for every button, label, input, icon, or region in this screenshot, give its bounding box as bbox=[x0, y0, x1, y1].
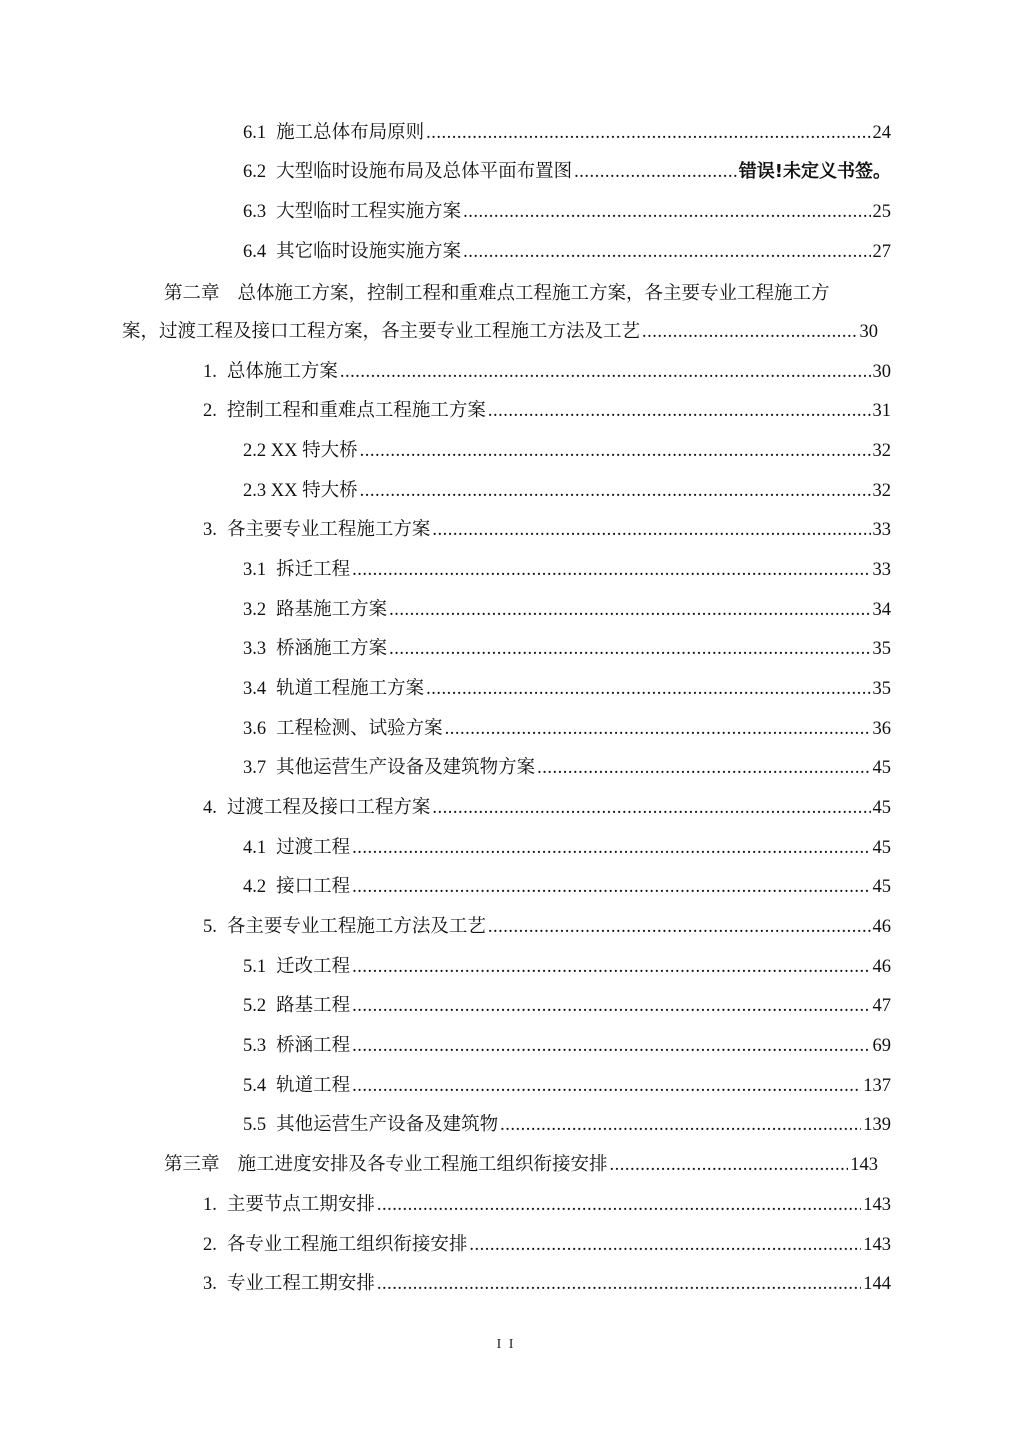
toc-entry-page: 69 bbox=[872, 1036, 891, 1056]
dot-leader bbox=[352, 955, 870, 979]
toc-entry-title: 其它临时设施实施方案 bbox=[276, 242, 462, 262]
toc-entry-6-1[interactable] bbox=[243, 121, 891, 145]
toc-entry-page: 30 bbox=[872, 362, 891, 382]
toc-entry-number: 6.1 bbox=[243, 123, 267, 143]
toc-entry-5-3[interactable] bbox=[243, 1034, 891, 1058]
dot-leader bbox=[488, 915, 871, 939]
dot-leader bbox=[488, 399, 871, 423]
toc-entry-3-2-coordination[interactable] bbox=[203, 1233, 891, 1257]
toc-entry-number: 3.4 bbox=[243, 679, 267, 699]
dot-leader bbox=[360, 479, 871, 503]
toc-entry-page: 46 bbox=[872, 957, 891, 977]
toc-entry-page: 32 bbox=[872, 481, 891, 501]
toc-entry-title: 各专业工程施工组织衔接安排 bbox=[226, 1235, 468, 1255]
toc-entry-page: 45 bbox=[872, 877, 891, 897]
dot-leader bbox=[574, 160, 737, 184]
dot-leader bbox=[352, 994, 870, 1018]
toc-entry-title: 施工总体布局原则 bbox=[276, 123, 425, 143]
toc-entry-number: 3.3 bbox=[243, 639, 267, 659]
toc-entry-page: 33 bbox=[872, 520, 891, 540]
dot-leader bbox=[389, 598, 870, 622]
dot-leader bbox=[352, 558, 870, 582]
toc-entry-3-4[interactable] bbox=[243, 677, 891, 701]
toc-entry-5-1[interactable] bbox=[243, 955, 891, 979]
toc-entry-number: 3. bbox=[203, 520, 217, 540]
toc-entry-5-2[interactable] bbox=[243, 994, 891, 1018]
toc-entry-title: 控制工程和重难点工程施工方案 bbox=[226, 401, 486, 421]
toc-entry-number: 3.2 bbox=[243, 600, 267, 620]
toc-entry-number: 5. bbox=[203, 917, 217, 937]
toc-entry-title: 桥涵施工方案 bbox=[276, 639, 388, 659]
toc-entry-page: 32 bbox=[872, 441, 891, 461]
toc-entry-number: 3. bbox=[203, 1274, 217, 1294]
toc-entry-5-4[interactable] bbox=[243, 1074, 891, 1098]
toc-entry-number: 3.7 bbox=[243, 758, 267, 778]
toc-entry-2-3-bridge[interactable] bbox=[243, 479, 891, 503]
toc-entry-page: 24 bbox=[872, 123, 891, 143]
toc-entry-error-text: 错误!未定义书签。 bbox=[738, 161, 891, 182]
toc-entry-2-2[interactable] bbox=[203, 399, 891, 423]
toc-entry-6-3[interactable] bbox=[243, 200, 891, 224]
toc-entry-title: 接口工程 bbox=[276, 877, 351, 897]
toc-entry-page: 25 bbox=[872, 202, 891, 222]
dot-leader bbox=[610, 1153, 849, 1177]
dot-leader bbox=[432, 518, 870, 542]
dot-leader bbox=[352, 1034, 870, 1058]
toc-entry-3-7[interactable] bbox=[243, 756, 891, 780]
toc-entry-3-1[interactable] bbox=[243, 558, 891, 582]
toc-entry-number: 5.2 bbox=[243, 996, 267, 1016]
toc-entry-title: 桥涵工程 bbox=[276, 1036, 351, 1056]
toc-entry-title: 2.2 XX 特大桥 bbox=[243, 441, 358, 461]
toc-chapter-title: 施工进度安排及各专业工程施工组织衔接安排 bbox=[237, 1155, 608, 1175]
dot-leader bbox=[377, 1193, 861, 1217]
toc-entry-page: 36 bbox=[872, 719, 891, 739]
toc-entry-number: 3.6 bbox=[243, 719, 267, 739]
toc-entry-title: 过渡工程 bbox=[276, 838, 351, 858]
toc-entry-number: 2. bbox=[203, 401, 217, 421]
dot-leader bbox=[360, 439, 871, 463]
dot-leader bbox=[377, 1272, 861, 1296]
toc-entry-title: 2.3 XX 特大桥 bbox=[243, 481, 358, 501]
toc-entry-page: 143 bbox=[850, 1155, 878, 1175]
toc-entry-page: 45 bbox=[872, 838, 891, 858]
toc-entry-title: 专业工程工期安排 bbox=[226, 1274, 375, 1294]
toc-entry-6-2[interactable] bbox=[243, 160, 891, 184]
toc-entry-page: 47 bbox=[872, 996, 891, 1016]
toc-entry-6-4[interactable] bbox=[243, 240, 891, 264]
toc-entry-title: 轨道工程施工方案 bbox=[276, 679, 425, 699]
toc-entry-3-6[interactable] bbox=[243, 717, 891, 741]
dot-leader bbox=[426, 121, 870, 145]
toc-entry-number: 5.5 bbox=[243, 1115, 267, 1135]
toc-entry-page: 143 bbox=[863, 1195, 891, 1215]
toc-entry-page: 45 bbox=[872, 798, 891, 818]
toc-entry-2-4[interactable] bbox=[203, 796, 891, 820]
toc-entry-page: 137 bbox=[863, 1076, 891, 1096]
toc-entry-title: 路基工程 bbox=[276, 996, 351, 1016]
toc-entry-number: 1. bbox=[203, 362, 217, 382]
toc-entry-page: 46 bbox=[872, 917, 891, 937]
toc-entry-page: 31 bbox=[872, 401, 891, 421]
toc-entry-title: 迁改工程 bbox=[276, 957, 351, 977]
dot-leader bbox=[463, 240, 870, 264]
toc-entry-5-5[interactable] bbox=[243, 1113, 891, 1137]
toc-entry-page: 34 bbox=[872, 600, 891, 620]
toc-entry-title: 各主要专业工程施工方案 bbox=[226, 520, 431, 540]
toc-entry-2-5[interactable] bbox=[203, 915, 891, 939]
dot-leader bbox=[500, 1113, 861, 1137]
toc-entry-title: 各主要专业工程施工方法及工艺 bbox=[226, 917, 486, 937]
toc-entry-number: 5.1 bbox=[243, 957, 267, 977]
toc-chapter-title-continued: 案，过渡工程及接口工程方案，各主要专业工程施工方法及工艺 bbox=[122, 322, 641, 342]
toc-entry-title: 主要节点工期安排 bbox=[226, 1195, 375, 1215]
toc-entry-4-1[interactable] bbox=[243, 836, 891, 860]
dot-leader bbox=[426, 677, 870, 701]
toc-entry-page: 144 bbox=[863, 1274, 891, 1294]
dot-leader bbox=[469, 1233, 861, 1257]
toc-entry-number: 5.3 bbox=[243, 1036, 267, 1056]
dot-leader bbox=[642, 320, 857, 344]
toc-chapter-number: 第三章 bbox=[164, 1155, 220, 1175]
dot-leader bbox=[463, 200, 870, 224]
toc-entry-2-1[interactable] bbox=[203, 360, 891, 384]
toc-entry-2-2-bridge[interactable] bbox=[243, 439, 891, 463]
toc-entry-page: 143 bbox=[863, 1235, 891, 1255]
toc-entry-3-3-duration[interactable] bbox=[203, 1272, 891, 1296]
toc-entry-page: 33 bbox=[872, 560, 891, 580]
toc-entry-page: 27 bbox=[872, 242, 891, 262]
page-number-footer: I I bbox=[496, 1337, 516, 1352]
toc-entry-title: 总体施工方案 bbox=[226, 362, 338, 382]
dot-leader bbox=[352, 875, 870, 899]
toc-entry-4-2[interactable] bbox=[243, 875, 891, 899]
toc-entry-number: 4. bbox=[203, 798, 217, 818]
toc-entry-title: 其他运营生产设备及建筑物 bbox=[276, 1115, 499, 1135]
toc-entry-number: 6.2 bbox=[243, 162, 267, 182]
toc-chapter-number: 第二章 bbox=[164, 284, 220, 304]
toc-entry-page: 30 bbox=[859, 322, 878, 342]
toc-entry-number: 2. bbox=[203, 1235, 217, 1255]
dot-leader bbox=[340, 360, 871, 384]
toc-entry-title: 大型临时工程实施方案 bbox=[276, 202, 462, 222]
dot-leader bbox=[432, 796, 870, 820]
dot-leader bbox=[537, 756, 870, 780]
toc-chapter-2-line1[interactable] bbox=[164, 282, 830, 306]
toc-entry-page: 139 bbox=[863, 1115, 891, 1135]
toc-chapter-2-line2[interactable] bbox=[122, 320, 878, 344]
toc-entry-3-1-schedule[interactable] bbox=[203, 1193, 891, 1217]
toc-chapter-title: 总体施工方案，控制工程和重难点工程施工方案，各主要专业工程施工方 bbox=[237, 284, 830, 304]
toc-entry-title: 其他运营生产设备及建筑物方案 bbox=[276, 758, 536, 778]
toc-entry-title: 轨道工程 bbox=[276, 1076, 351, 1096]
toc-chapter-3[interactable] bbox=[164, 1153, 878, 1177]
toc-entry-title: 大型临时设施布局及总体平面布置图 bbox=[276, 162, 573, 182]
dot-leader bbox=[352, 836, 870, 860]
toc-entry-page: 45 bbox=[872, 758, 891, 778]
toc-entry-number: 4.2 bbox=[243, 877, 267, 897]
dot-leader bbox=[445, 717, 871, 741]
dot-leader bbox=[352, 1074, 861, 1098]
toc-entry-title: 拆迁工程 bbox=[276, 560, 351, 580]
toc-entry-number: 1. bbox=[203, 1195, 217, 1215]
toc-entry-title: 过渡工程及接口工程方案 bbox=[226, 798, 431, 818]
toc-entry-2-3[interactable] bbox=[203, 518, 891, 542]
dot-leader bbox=[389, 637, 870, 661]
toc-entry-number: 6.3 bbox=[243, 202, 267, 222]
toc-entry-page: 35 bbox=[872, 639, 891, 659]
toc-entry-number: 6.4 bbox=[243, 242, 267, 262]
toc-entry-number: 5.4 bbox=[243, 1076, 267, 1096]
toc-entry-title: 路基施工方案 bbox=[276, 600, 388, 620]
toc-entry-page: 35 bbox=[872, 679, 891, 699]
toc-entry-number: 3.1 bbox=[243, 560, 267, 580]
toc-entry-3-2[interactable] bbox=[243, 598, 891, 622]
toc-entry-number: 4.1 bbox=[243, 838, 267, 858]
toc-entry-title: 工程检测、试验方案 bbox=[276, 719, 443, 739]
toc-entry-3-3[interactable] bbox=[243, 637, 891, 661]
